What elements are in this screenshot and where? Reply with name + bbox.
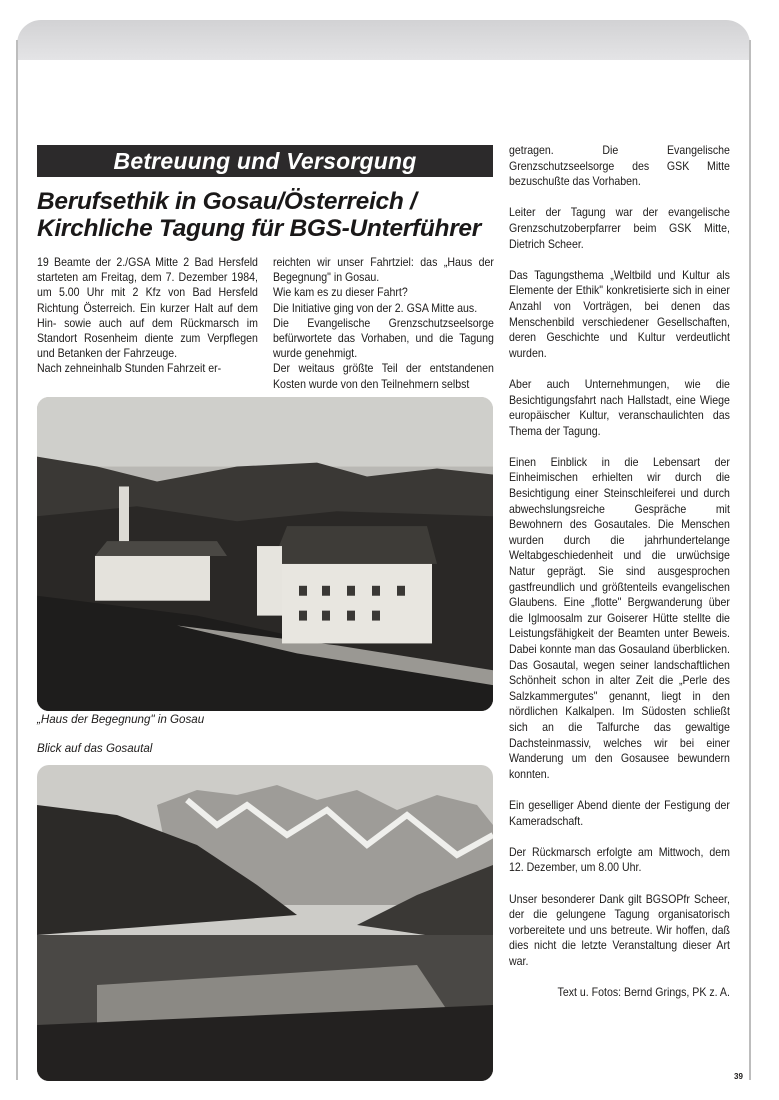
paragraph: reichten wir unser Fahrtziel: das „Haus der Begegnung" in Gosau. (273, 256, 494, 285)
paragraph: Die Initiative ging von der 2. GSA Mitte aus. (273, 301, 478, 315)
headline-line-2: Kirchliche Tagung für BGS-Unterführer (37, 215, 481, 242)
headline-line-1: Berufsethik in Gosau/Österreich / (37, 188, 417, 215)
page-frame-right (749, 40, 751, 1080)
paragraph: Unser besonderer Dank gilt BGSOPfr Scheer, der die gelungene Tagung organisatorisch vorbereitete und uns betreute. Wir hoffen, daß dies nicht die letzte Veranstaltung dieser Art war. (509, 892, 730, 968)
photo-caption: Blick auf das Gosautal (37, 742, 153, 755)
paragraph: Ein geselliger Abend diente der Festigung der Kameradschaft. (509, 798, 730, 828)
paragraph: Der weitaus größte Teil der entstandenen Kosten wurde von den Teilnehmern selbst (273, 362, 494, 391)
photo-haus-der-begegnung (37, 397, 493, 711)
photo-caption: „Haus der Begegnung" in Gosau (37, 713, 205, 726)
section-banner: Betreuung und Versorgung (37, 145, 493, 177)
page-frame-left (16, 40, 18, 1080)
paragraph: Der Rückmarsch erfolgte am Mittwoch, dem 12. Dezember, um 8.00 Uhr. (509, 845, 730, 875)
article-column-2 (273, 255, 494, 392)
paragraph: Die Evangelische Grenzschutzseelsorge befürwortete das Vorhaben, und die Tagung wurde genehmigt. (273, 316, 494, 361)
paragraph: Nach zehneinhalb Stunden Fahrzeit er- (37, 362, 222, 376)
article-column-3 (509, 143, 730, 1016)
page-frame-top (17, 20, 750, 60)
paragraph: 19 Beamte der 2./GSA Mitte 2 Bad Hersfeld starteten am Freitag, dem 7. Dezember 1984, um 5.00 Uhr mit 2 Kfz von Bad Hersfeld Richtung Österreich. Ein kurzer Halt auf dem Hin- sowie auch auf dem Rückmarsch im Standort Rosenheim diente zum Verpflegen und Betanken der Fahrzeuge. (37, 256, 258, 361)
paragraph: Leiter der Tagung war der evangelische Grenzschutzoberpfarrer beim GSK Mitte, Dietrich Scheer. (509, 206, 730, 251)
author-credit: Text u. Fotos: Bernd Grings, PK z. A. (557, 986, 730, 1000)
paragraph: Das Tagungsthema „Weltbild und Kultur als Elemente der Ethik" konkretisierte sich in einer Anzahl von Vorträgen, bei denen das Menschenbild verschiedener Gesellschaften, deren Geschichte und Kultur verdeutlicht wurden. (509, 268, 730, 360)
photo-gosautal (37, 765, 493, 1081)
article-headline (37, 188, 507, 242)
article-column-1 (37, 255, 258, 377)
paragraph: Einen Einblick in die Lebensart der Einheimischen erhielten wir durch die Besichtigung einer Steinschleiferei und durch abwechslungsreiche Gespräche mit Bewohnern des Gosautales. Die Menschen wurden durch die jahrhundertelange Weltabgeschiedenheit und die urwüchsige Natur geprägt. Sie sind ausgesprochen gastfreundlich und größtenteils evangelischen Glaubens. Eine „flotte" Bergwanderung über die Iglmoosalm zur Goiserer Hütte stellte die Leistungsfähigkeit der Beamten unter Beweis. Dabei konnte man das Gosauland überblicken. Das Gosautal, wegen seiner landschaftlichen Schönheit schon in alter Zeit die „Perle des Salzkammergutes" genannt, liegt in den nördlichen Kalkalpen. Im Südosten schließt sich an die Talfurche das gewaltige Dachsteinmassiv, welches wir bei einer Wanderung um den Gosausee bewundern konnten. (509, 455, 730, 781)
page-number: 39 (734, 1072, 743, 1081)
paragraph: Aber auch Unternehmungen, wie die Besichtigungsfahrt nach Hallstadt, eine Wiege europäischer Kultur, veranschaulichten das Thema der Tagung. (509, 377, 730, 438)
paragraph: getragen. Die Evangelische Grenzschutzseelsorge des GSK Mitte bezuschußte das Vorhaben. (509, 144, 730, 189)
paragraph: Wie kam es zu dieser Fahrt? (273, 286, 408, 300)
